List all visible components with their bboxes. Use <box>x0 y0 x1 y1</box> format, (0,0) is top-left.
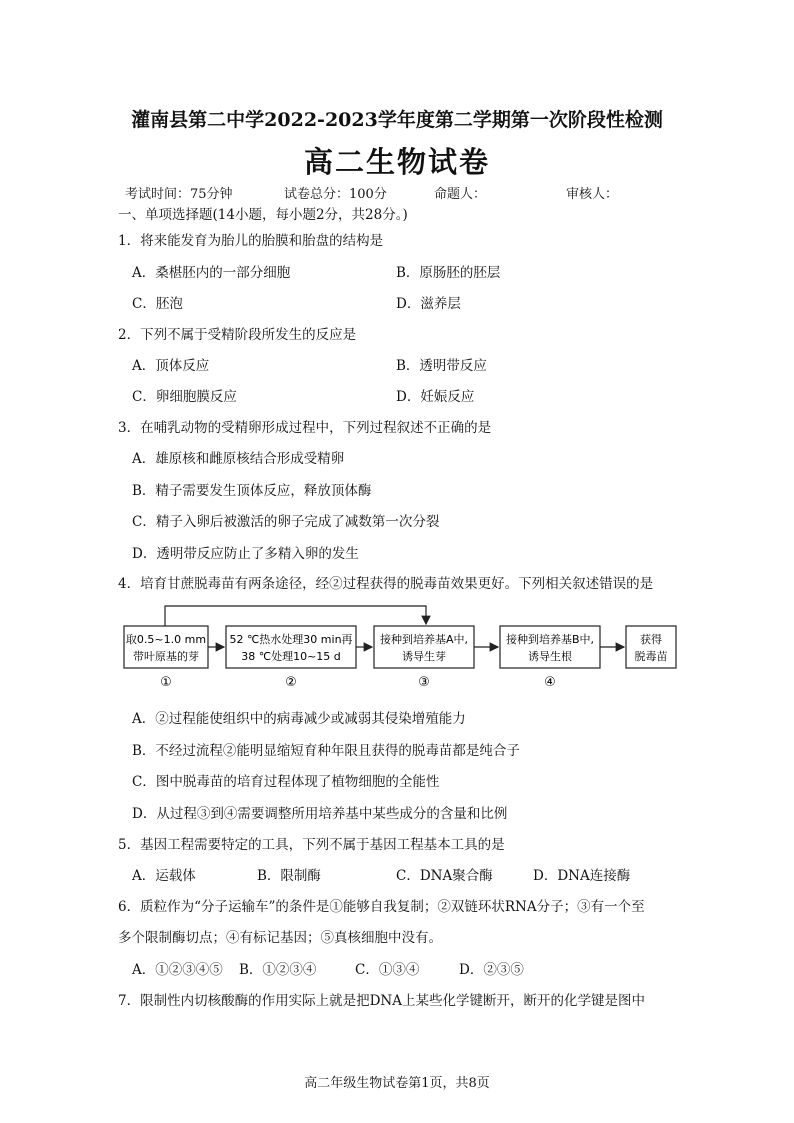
box5-line2: 脱毒苗 <box>634 650 668 663</box>
question-5-option-d: D．DNA连接酶 <box>533 868 631 884</box>
exam-time: 考试时间：75分钟 <box>125 187 233 202</box>
step-number-1: ① <box>160 675 172 690</box>
question-2-option-a: A．顶体反应 <box>132 358 210 374</box>
box1-line2: 带叶原基的芽 <box>133 650 199 663</box>
box4-line1: 接种到培养基B中, <box>505 633 595 646</box>
question-4-option-d: D．从过程③到④需要调整所用培养基中某些成分的含量和比例 <box>132 806 508 822</box>
question-4-option-b: B．不经过流程②能明显缩短育种年限且获得的脱毒苗都是纯合子 <box>132 743 520 759</box>
question-6-option-a: A．①②③④⑤ <box>132 962 223 978</box>
flow-diagram <box>120 598 680 693</box>
question-3-option-b: B．精子需要发生顶体反应，释放顶体酶 <box>132 483 372 499</box>
question-2-stem: 2．下列不属于受精阶段所发生的反应是 <box>118 327 357 343</box>
box3-line2: 诱导生芽 <box>402 650 446 663</box>
question-2-option-c: C．卵细胞膜反应 <box>132 389 237 405</box>
subject-title: 高二生物试卷 <box>303 145 490 179</box>
question-4-option-a: A．②过程能使组织中的病毒减少或减弱其侵染增殖能力 <box>132 711 466 727</box>
question-4-stem: 4．培育甘蔗脱毒苗有两条途径，经②过程获得的脱毒苗效果更好。下列相关叙述错误的是 <box>118 576 654 592</box>
question-1-option-d: D．滋养层 <box>396 296 461 312</box>
question-3-option-d: D．透明带反应防止了多精入卵的发生 <box>132 546 359 562</box>
box3-line1: 接种到培养基A中, <box>379 633 469 646</box>
question-6-option-c: C．①③④ <box>355 962 420 978</box>
reviewer-label: 审核人： <box>566 187 619 202</box>
question-1-option-a: A．桑椹胚内的一部分细胞 <box>132 265 291 281</box>
question-1-option-c: C．胚泡 <box>132 296 183 312</box>
question-6-stem-line2: 多个限制酶切点；④有标记基因；⑤真核细胞中没有。 <box>118 930 442 946</box>
box4-line2: 诱导生根 <box>528 650 572 663</box>
box1-line1: 取0.5~1.0 mm <box>125 633 207 646</box>
question-5-option-c: C．DNA聚合酶 <box>396 868 493 884</box>
bypass-arrow <box>165 606 426 626</box>
question-2-option-d: D．妊娠反应 <box>396 389 475 405</box>
question-6-option-d: D．②③⑤ <box>459 962 524 978</box>
question-3-option-a: A．雄原核和雌原核结合形成受精卵 <box>132 451 345 467</box>
box5-line1: 获得 <box>640 633 662 646</box>
question-3-stem: 3．在哺乳动物的受精卵形成过程中，下列过程叙述不正确的是 <box>118 420 492 436</box>
school-title: 灌南县第二中学2022-2023学年度第二学期第一次阶段性检测 <box>131 109 663 131</box>
page-footer: 高二年级生物试卷第1页，共8页 <box>304 1076 490 1091</box>
question-5-option-a: A．运载体 <box>132 868 196 884</box>
step-number-4: ④ <box>544 675 556 690</box>
total-score: 试卷总分：100分 <box>284 187 387 202</box>
box2-line1: 52 ℃热水处理30 min再 <box>229 633 353 646</box>
question-7-stem: 7．限制性内切核酸酶的作用实际上就是把DNA上某些化学键断开，断开的化学键是图中 <box>118 993 645 1009</box>
step-number-2: ② <box>285 675 297 690</box>
section-heading: 一、单项选择题(14小题，每小题2分，共28分。) <box>118 207 408 223</box>
question-3-option-c: C．精子入卵后被激活的卵子完成了减数第一次分裂 <box>132 514 440 530</box>
question-1-option-b: B．原肠胚的胚层 <box>396 265 501 281</box>
question-6-stem-line1: 6．质粒作为“分子运输车”的条件是①能够自我复制；②双链环状RNA分子；③有一个至 <box>118 899 645 915</box>
step-number-3: ③ <box>418 675 430 690</box>
question-1-stem: 1．将来能发育为胎儿的胎膜和胎盘的结构是 <box>118 233 384 249</box>
question-6-option-b: B．①②③④ <box>239 962 317 978</box>
box2-line2: 38 ℃处理10~15 d <box>241 650 341 663</box>
question-5-option-b: B．限制酶 <box>257 868 321 884</box>
question-5-stem: 5．基因工程需要特定的工具，下列不属于基因工程基本工具的是 <box>118 837 505 853</box>
question-2-option-b: B．透明带反应 <box>396 358 487 374</box>
question-4-option-c: C．图中脱毒苗的培育过程体现了植物细胞的全能性 <box>132 774 440 790</box>
setter-label: 命题人： <box>434 187 487 202</box>
